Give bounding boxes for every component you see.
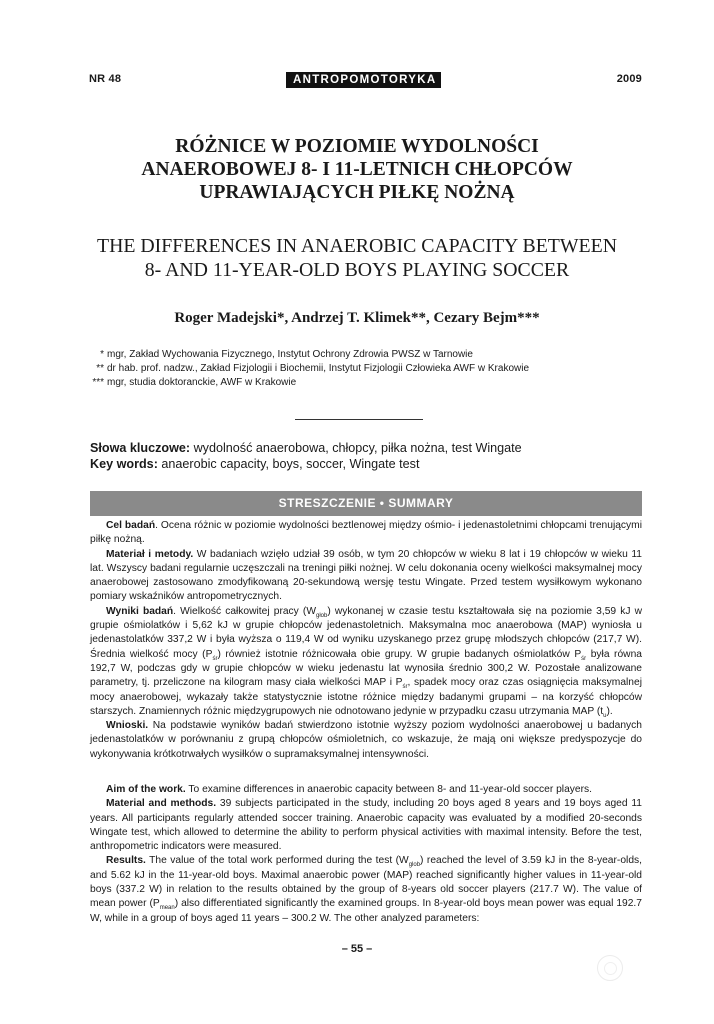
abstract-paragraph-aim — [90, 783, 642, 797]
subscript: śr — [212, 655, 218, 662]
abstract-paragraph-aim — [90, 519, 642, 548]
affiliation — [76, 376, 296, 390]
paragraph-text: 39 subjects participated in the study, including 20 boys aged 8 years and 19 boys aged 11 years. All participants regularly attended soccer training. Anaerobic capacity was evaluated by a modified 20-seconds Wingate test, which allowed to determine the ability to perform physical activities with maximal intensity. Before the test, anthropometric indicators were measured. — [90, 798, 642, 853]
subscript: śr — [402, 684, 408, 691]
divider — [295, 419, 423, 420]
abstract-paragraph-results — [90, 605, 642, 719]
affiliation-mark: *** — [92, 377, 104, 388]
title-english-line: 8- AND 11-YEAR-OLD BOYS PLAYING SOCCER — [144, 259, 570, 281]
title-polish-line: RÓŻNICE W POZIOMIE WYDOLNOŚCI — [175, 136, 539, 157]
title-polish-line: UPRAWIAJĄCYCH PIŁKĘ NOŻNĄ — [199, 182, 515, 203]
subscript: śr — [581, 655, 587, 662]
paragraph-label: Materiał i metody. — [106, 548, 194, 560]
keywords-polish-text: wydolność anaerobowa, chłopcy, piłka nożna, test Wingate — [193, 441, 522, 455]
title-english — [70, 234, 644, 282]
paragraph-text: Na podstawie wyników badań stwierdzono istotnie wyższy poziom wydolności anaerobowej u badanych jedenastolatków w porównaniu z grupą chłopców ośmioletnich, co wskazuje, że mają oni większe predyspozycje do wykonywania krótkotrwałych wysiłków o supramaksymalnej intensywności. — [90, 720, 642, 760]
paragraph-text: W badaniach wzięło udział 39 osób, w tym 20 chłopców w wieku 8 lat i 19 chłopców w wieku 11 lat. Wszyscy badani regularnie uczęszczali na treningi piłki nożnej. W celu dokonania oceny wielkości maksymalnej mocy anaerobowej zastosowano zmodyfikowaną 20-sekundową wersję testu Wingate. Przed testem wysiłkowym wykonano pomiary wskaźników antropometrycznych. — [90, 548, 642, 603]
affiliation-text: mgr, Zakład Wychowania Fizycznego, Instytut Ochrony Zdrowia PWSZ w Tarnowie — [107, 349, 473, 360]
paragraph-label: Wnioski. — [106, 720, 149, 732]
author-list: Roger Madejski*, Andrzej T. Klimek**, Cezary Bejm*** — [174, 310, 540, 326]
affiliation-text: dr hab. prof. nadzw., Zakład Fizjologii i Biochemii, Instytut Fizjologii Człowieka AWF w Krakowie — [107, 363, 530, 374]
affiliation-mark: ** — [96, 363, 104, 374]
title-english-line: THE DIFFERENCES IN ANAEROBIC CAPACITY BETWEEN — [97, 235, 617, 257]
paragraph-text: . Wielkość całkowitej pracy (W — [173, 605, 316, 617]
paragraph-text: ) wykonanej w czasie testu kształtowała się na poziomie 3,59 kJ w grupie ośmiolatków i 5,62 kJ w grupie chłopców jedenastoletnich. Maksymalna moc anaerobowa (MAP) wyniosła u jedenastolatków 337,2 W i była wyższa o 119,4 W od wyniku uzyskanego przez grupę młodszych chłopców (217,7 W). Średnia wielkość mocy (P — [90, 605, 642, 660]
keywords-english-text: anaerobic capacity, boys, soccer, Wingate test — [161, 457, 420, 471]
publication-year: 2009 — [616, 73, 642, 85]
affiliation-text: mgr, studia doktoranckie, AWF w Krakowie — [107, 377, 297, 388]
paragraph-text: , spadek mocy oraz czas osiągnięcia maksymalnej mocy anaerobowej, wykazały także statystycznie istotne różnice między badanymi grupami – na korzyść chłopców starszych. Znamiennych różnic międzygrupowych nie odnotowano jedynie w przypadku czasu utrzymania MAP (t — [90, 677, 642, 717]
paragraph-label: Results. — [106, 855, 146, 867]
paragraph-label: Aim of the work. — [106, 784, 186, 795]
affiliation — [76, 348, 473, 362]
keywords-polish — [90, 441, 522, 455]
watermark-icon — [597, 955, 623, 981]
journal-name-badge: ANTROPOMOTORYKA — [286, 72, 441, 88]
subscript: u — [603, 712, 607, 719]
paragraph-text: . Ocena różnic w poziomie wydolności beztlenowej między ośmio- i jedenastoletnimi chłopcami trenującymi piłkę nożną. — [90, 520, 642, 546]
abstract-polish — [90, 519, 642, 762]
paragraph-text: była równa 192,7 W, podczas gdy w grupie chłopców w wieku jedenastu lat wynosiła średnio 300,2 W. Pozostałe analizowane parametry, tj. przeliczone na kilogram masy ciała wielkości MAP i P — [90, 648, 642, 689]
paragraph-label: Wyniki badań — [106, 605, 174, 617]
paragraph-label: Cel badań — [106, 520, 156, 531]
paragraph-text: The value of the total work performed during the test (W — [145, 855, 409, 867]
title-polish — [80, 135, 634, 204]
paragraph-label: Material and methods. — [106, 798, 217, 810]
paragraph-text: ) również istotnie różnicowała obie grupy. W grupie badanych ośmiolatków P — [217, 648, 582, 660]
keywords-english-label: Key words: — [90, 457, 158, 471]
abstract-paragraph-methods — [90, 548, 642, 605]
summary-banner: STRESZCZENIE • SUMMARY — [90, 491, 642, 516]
subscript: glob — [408, 862, 421, 869]
affiliation-mark: * — [100, 349, 104, 360]
issue-number: NR 48 — [89, 73, 122, 85]
paragraph-text: To examine differences in anaerobic capacity between 8- and 11-year-old soccer players. — [185, 784, 592, 795]
affiliation — [76, 362, 529, 376]
abstract-paragraph-conclusions — [90, 719, 642, 762]
keywords-polish-label: Słowa kluczowe: — [90, 441, 191, 455]
subscript: mean — [159, 905, 175, 912]
abstract-english — [90, 783, 642, 926]
title-polish-line: ANAEROBOWEJ 8- I 11-LETNICH CHŁOPCÓW — [141, 159, 573, 180]
paragraph-text: ) reached the level of 3.59 kJ in the 8-year-olds, and 5.62 kJ in the 11-year-old boys. Maximal anaerobic power (MAP) reached significantly higher values in 11-year-old boys (337.2 W) in relation to the results obtained by the group of 8-years old soccer players (217.7 W). The value of mean power (P — [90, 855, 642, 910]
abstract-paragraph-results — [90, 854, 642, 925]
page-number: – 55 – — [341, 943, 373, 955]
paragraph-text: ). — [606, 705, 613, 717]
paragraph-text: ) also differentiated significantly the examined groups. In 8-year-old boys mean power was equal 192.7 W, while in a group of boys aged 11 years – 300.2 W. The other analyzed parameters: — [90, 898, 642, 924]
keywords-english — [90, 457, 419, 471]
subscript: głob — [316, 612, 328, 619]
abstract-paragraph-methods — [90, 797, 642, 854]
